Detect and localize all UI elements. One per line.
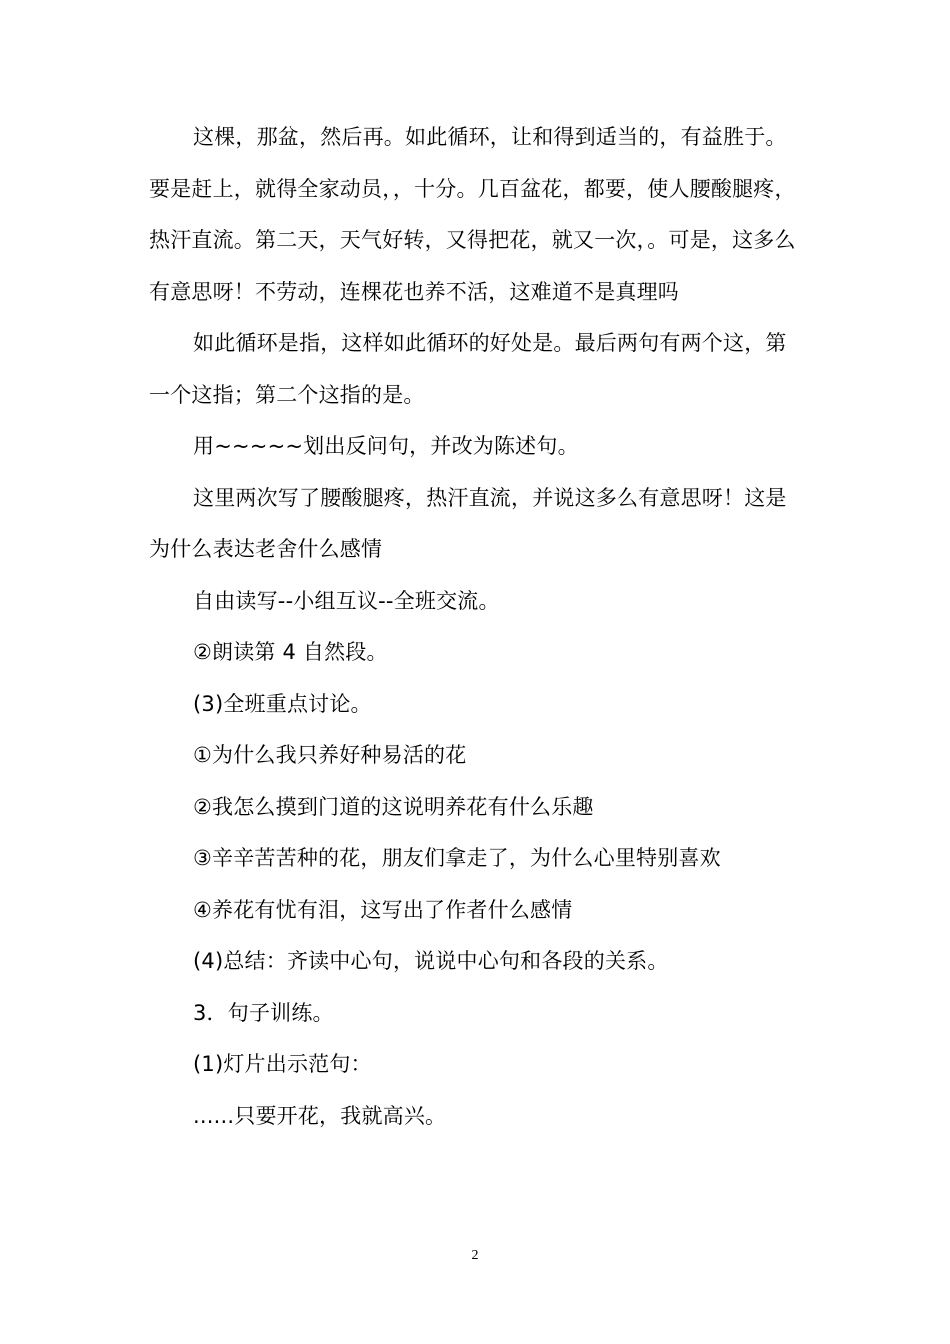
list-item-question-2: ②我怎么摸到门道的这说明养花有什么乐趣 [193, 794, 594, 819]
paragraph-emotion-question: 这里两次写了腰酸腿疼，热汗直流，并说这多么有意思呀！这是为什么表达老舍什么感情 [149, 485, 787, 561]
paragraph-example-sentence: ......只要开花，我就高兴。 [193, 1103, 447, 1128]
page-number: 2 [471, 1248, 479, 1263]
paragraph-rhetorical-task: 用~~~~~划出反问句，并改为陈述句。 [193, 434, 579, 458]
paragraph-flower-care: 这棵，那盆，然后再。如此循环，让和得到适当的，有益胜于。要是赶上，就得全家动员，，十分。几百盆花，都要，使人腰酸腿疼，热汗直流。第二天，天气好转，又得把花，就又一次，。可是，这多么有意思呀！不劳动，连棵花也养不活，这难道不是真理吗 [149, 125, 796, 304]
list-item-question-1: ①为什么我只养好种易活的花 [193, 743, 467, 767]
document-body [149, 112, 801, 1142]
paragraph-cycle-question: 如此循环是指，这样如此循环的好处是。最后两句有两个这，第一个这指；第二个这指的是。 [149, 331, 787, 407]
paragraph-summary: (4)总结：齐读中心句，说说中心句和各段的关系。 [193, 949, 669, 973]
section-heading-sentence-training: 3．句子训练。 [193, 1000, 334, 1025]
paragraph-example-sentence-intro: (1)灯片出示范句： [193, 1052, 372, 1076]
paragraph-read-aloud: ②朗读第 4 自然段。 [193, 640, 388, 664]
paragraph-discussion-steps: 自由读写--小组互议--全班交流。 [193, 588, 500, 613]
list-item-question-4: ④养花有忧有泪，这写出了作者什么感情 [193, 897, 573, 922]
list-item-question-3: ③辛辛苦苦种的花，朋友们拿走了，为什么心里特别喜欢 [193, 846, 721, 870]
paragraph-class-discussion: (3)全班重点讨论。 [193, 691, 372, 716]
